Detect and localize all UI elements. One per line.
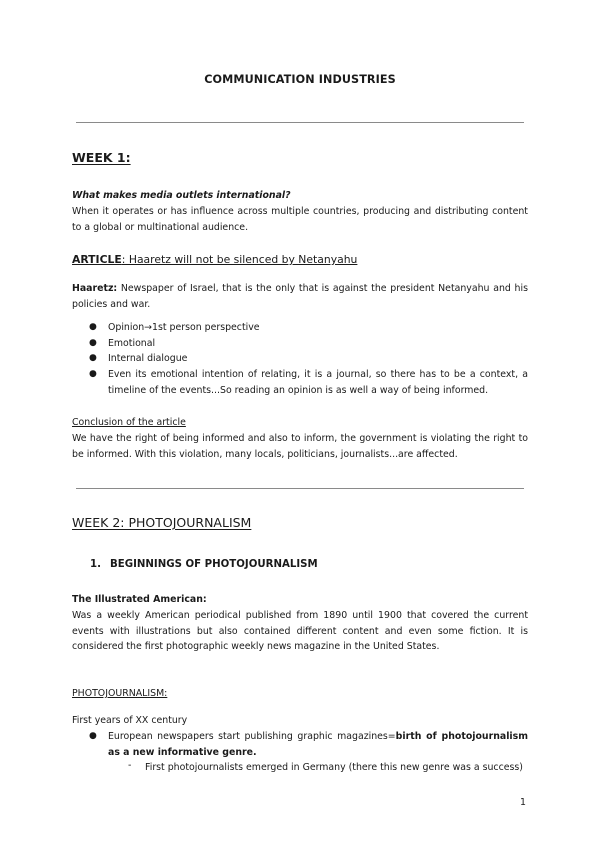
bullet-icon: ● <box>89 338 97 348</box>
week1-question: What makes media outlets international? <box>72 190 291 201</box>
divider <box>76 488 524 489</box>
conclusion-text: We have the right of being informed and also to inform, the government is violating the right to be informed. With this violation, many locals, politicians, journalists...are affected. <box>72 433 528 460</box>
illustrated-text: Was a weekly American periodical published from 1890 until 1900 that covered the current events with illustrations but also contained different content and even some fiction. It is considered the first photographic weekly news magazine in the United States. <box>72 610 528 653</box>
section-title: BEGINNINGS OF PHOTOJOURNALISM <box>110 559 318 570</box>
bullet-icon: ● <box>89 369 97 379</box>
article-label: ARTICLE <box>72 253 122 266</box>
bullet-bold-text: birth of photojournalism as a new informative genre. <box>108 731 528 758</box>
week1-answer: When it operates or has influence across multiple countries, producing and distributing content to a global or multinational audience. <box>72 206 528 233</box>
list-item <box>108 729 528 760</box>
week1-heading: WEEK 1: <box>72 150 131 165</box>
photojournalism-label: PHOTOJOURNALISM: <box>72 688 168 699</box>
first-years-text: First years of XX century <box>72 715 188 726</box>
list-item: Even its emotional intention of relating, it is a journal, so there has to be a context, a timeline of the events...So reading an opinion is as well a way of being informed. <box>108 369 528 396</box>
bullet-icon: ● <box>89 353 97 363</box>
illustrated-label: The Illustrated American: <box>72 594 207 605</box>
dash-marker: - <box>128 760 132 771</box>
divider <box>76 122 524 123</box>
week2-heading: WEEK 2: PHOTOJOURNALISM <box>72 515 252 530</box>
sub-list-item: First photojournalists emerged in Germany (there this new genre was a success) <box>145 762 523 773</box>
haaretz-paragraph <box>72 281 528 312</box>
list-item: Emotional <box>108 338 156 349</box>
bullet-icon: ● <box>89 322 97 332</box>
bullet-icon: ● <box>89 731 97 741</box>
document-title: COMMUNICATION INDUSTRIES <box>204 73 396 86</box>
haaretz-label: Haaretz: <box>72 283 118 294</box>
list-item: Internal dialogue <box>108 353 188 364</box>
page-number: 1 <box>520 797 526 808</box>
article-heading <box>72 253 357 266</box>
article-title: : Haaretz will not be silenced by Netanyahu <box>121 253 358 266</box>
list-item: Opinion→1st person perspective <box>108 322 260 333</box>
conclusion-label: Conclusion of the article <box>72 417 186 428</box>
haaretz-text: Newspaper of Israel, that is the only that is against the president Netanyahu and his policies and war. <box>72 283 528 310</box>
section-number: 1. <box>90 559 101 570</box>
bullet-text: European newspapers start publishing graphic magazines= <box>108 731 396 742</box>
